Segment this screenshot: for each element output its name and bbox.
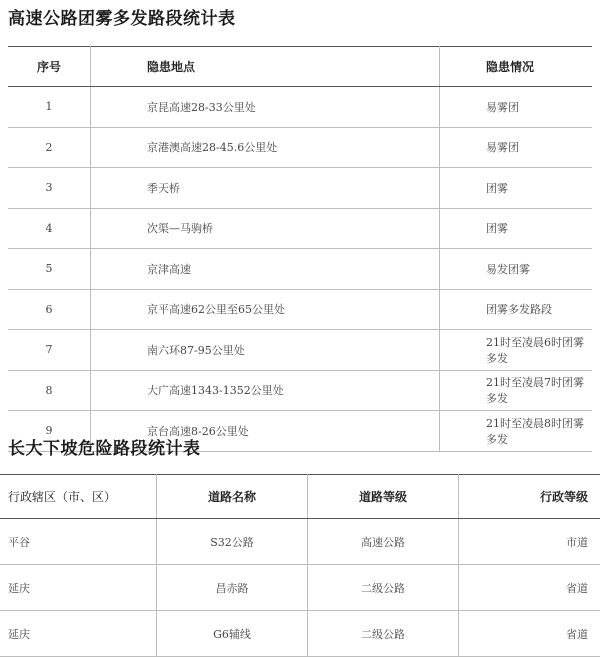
fog-sections-table [8, 46, 592, 452]
cell-road-name: 昌赤路 [157, 565, 308, 611]
table-row [0, 611, 600, 657]
column-header-road-grade: 道路等级 [308, 475, 459, 519]
column-header-condition: 隐患情况 [440, 47, 593, 87]
cell-index: 1 [8, 87, 91, 128]
cell-index: 6 [8, 289, 91, 330]
cell-index: 7 [8, 330, 91, 371]
cell-location: 次渠—马驹桥 [91, 208, 440, 249]
cell-road-grade: 高速公路 [308, 519, 459, 565]
cell-index: 9 [8, 411, 91, 452]
cell-admin-grade: 省道 [459, 565, 600, 611]
table-row [8, 249, 592, 290]
cell-location: 大广高速1343-1352公里处 [91, 370, 440, 411]
cell-condition: 团雾 [440, 168, 593, 209]
cell-condition: 21时至凌晨6时团雾多发 [440, 330, 593, 371]
table-header-row [0, 475, 600, 519]
cell-index: 3 [8, 168, 91, 209]
cell-location: 京台高速8-26公里处 [91, 411, 440, 452]
cell-road-grade: 二级公路 [308, 565, 459, 611]
cell-district: 延庆 [0, 565, 157, 611]
cell-location: 京港澳高速28-45.6公里处 [91, 127, 440, 168]
cell-location: 季天桥 [91, 168, 440, 209]
column-header-district: 行政辖区（市、区） [0, 475, 157, 519]
cell-condition: 易发团雾 [440, 249, 593, 290]
table-row [0, 565, 600, 611]
column-header-admin-grade: 行政等级 [459, 475, 600, 519]
downhill-sections-table [0, 474, 600, 657]
cell-index: 4 [8, 208, 91, 249]
cell-admin-grade: 省道 [459, 611, 600, 657]
cell-condition: 易雾团 [440, 127, 593, 168]
cell-location: 南六环87-95公里处 [91, 330, 440, 371]
cell-district: 延庆 [0, 611, 157, 657]
cell-road-name: S32公路 [157, 519, 308, 565]
cell-location: 京平高速62公里至65公里处 [91, 289, 440, 330]
cell-location: 京昆高速28-33公里处 [91, 87, 440, 128]
fog-table-title: 高速公路团雾多发路段统计表 [8, 4, 236, 29]
cell-index: 2 [8, 127, 91, 168]
column-header-index: 序号 [8, 47, 91, 87]
table-row [8, 87, 592, 128]
cell-location: 京津高速 [91, 249, 440, 290]
cell-district: 平谷 [0, 519, 157, 565]
cell-condition: 21时至凌晨7时团雾多发 [440, 370, 593, 411]
slope-table-title: 长大下坡危险路段统计表 [8, 434, 201, 459]
cell-condition: 易雾团 [440, 87, 593, 128]
cell-index: 5 [8, 249, 91, 290]
column-header-location: 隐患地点 [91, 47, 440, 87]
table-row [0, 519, 600, 565]
cell-condition: 团雾 [440, 208, 593, 249]
table-header-row [8, 47, 592, 87]
cell-condition: 团雾多发路段 [440, 289, 593, 330]
table-row [8, 289, 592, 330]
cell-road-grade: 二级公路 [308, 611, 459, 657]
column-header-road-name: 道路名称 [157, 475, 308, 519]
table-row [8, 330, 592, 371]
table-row [8, 168, 592, 209]
cell-admin-grade: 市道 [459, 519, 600, 565]
cell-condition: 21时至凌晨8时团雾多发 [440, 411, 593, 452]
table-row [8, 127, 592, 168]
table-row [8, 370, 592, 411]
table-row [8, 208, 592, 249]
cell-road-name: G6辅线 [157, 611, 308, 657]
cell-index: 8 [8, 370, 91, 411]
